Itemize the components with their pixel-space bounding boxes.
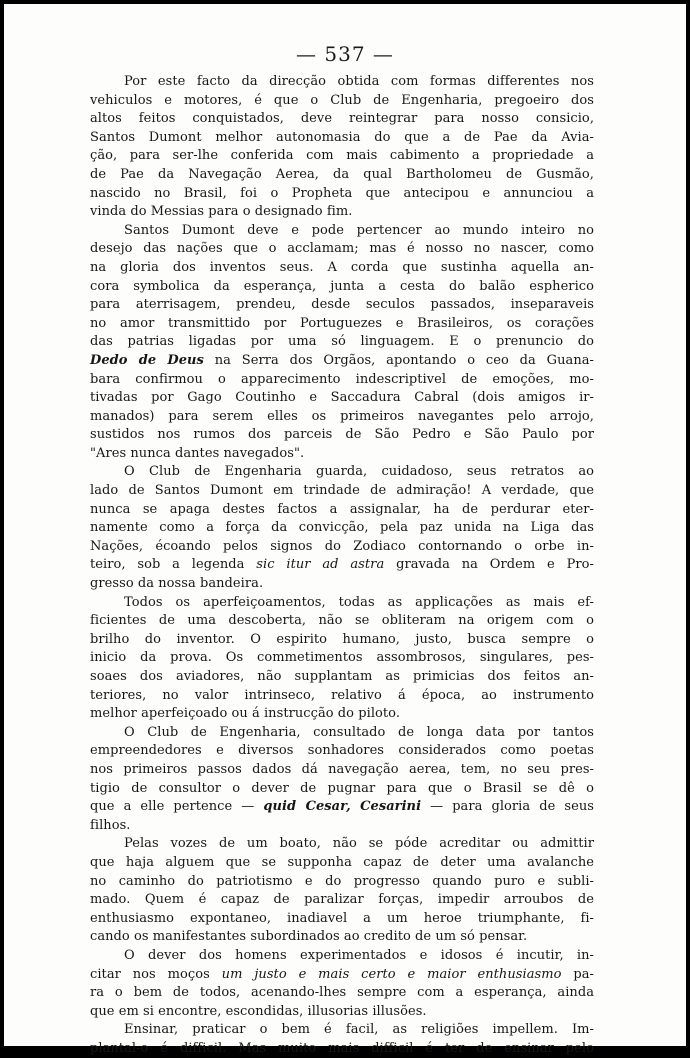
text-line: Todos os aperfeiçoamentos, todas as applicações as mais ef- [124, 594, 594, 610]
text-line: enthusiasmo expontaneo, inadiavel a um heroe triumphante, fi- [90, 910, 594, 926]
text-line: Nações, écoando pelos signos do Zodiaco contornando o orbe in- [90, 538, 594, 554]
text-line: ficientes de uma descoberta, não se obliteram na origem com o [90, 613, 594, 629]
text-line: bara confirmou o apparecimento indescriptivel de emoções, mo- [90, 371, 594, 387]
text-line: empreendedores e diversos sonhadores considerados como poetas [90, 743, 594, 759]
text-line: citar nos moços um justo e mais certo e maior enthusiasmo pa- [90, 966, 594, 982]
text-line: na gloria dos inventos seus. A corda que sustinha aquella an- [90, 259, 594, 275]
text-line: inicio da prova. Os commetimentos assombrosos, singulares, pes- [90, 650, 594, 666]
text-line: altos feitos conquistados, deve reintegrar para nosso consicio, [90, 111, 594, 127]
text-line: teriores, no valor intrinseco, relativo á época, ao instrumento [90, 687, 594, 703]
text-line: sustidos nos rumos dos parceis de São Pedro e São Paulo por [90, 427, 594, 443]
text-line: mado. Quem é capaz de paralizar forças, impedir arroubos de [90, 892, 594, 908]
document-page [4, 4, 686, 1056]
text-line: cora symbolica da esperança, junta a cesta do balão espherico [90, 278, 594, 294]
text-line: filhos. [90, 817, 131, 833]
text-line: gresso da nossa bandeira. [90, 576, 264, 592]
text-line: Santos Dumont deve e pode pertencer ao mundo inteiro no [124, 222, 594, 238]
text-line: O Club de Engenharia guarda, cuidadoso, seus retratos ao [124, 464, 594, 480]
text-line: tivadas por Gago Coutinho e Saccadura Cabral (dois amigos ir- [90, 390, 594, 406]
text-line: O dever dos homens experimentados e idosos é incutir, in- [124, 947, 594, 963]
text-line: que em si encontre, escondidas, illusorias illusões. [90, 1003, 427, 1019]
text-line: tigio de consultor o dever de pugnar para que o Brasil se dê o [90, 780, 594, 796]
text-line: brilho do inventor. O espirito humano, justo, busca sempre o [90, 631, 594, 647]
text-line: das patrias ligadas por uma só linguagem. E o prenuncio do [90, 334, 594, 350]
text-line: "Ares nunca dantes navegados". [90, 445, 305, 461]
text-line: Por este facto da direcção obtida com formas differentes nos [124, 74, 594, 89]
text-line: que a elle pertence — quid Cesar, Cesarini — para gloria de seus [90, 799, 594, 815]
text-line: no amor transmittido por Portuguezes e Brasileiros, os corações [90, 315, 594, 331]
text-line: de Pae da Navegação Aerea, da qual Bartholomeu de Gusmão, [90, 166, 594, 182]
text-line: para aterrisagem, prendeu, desde seculos passados, inseparaveis [90, 297, 594, 313]
text-line: Pelas vozes de um boato, não se póde acreditar ou admittir [124, 836, 594, 852]
text-line: Dedo de Deus na Serra dos Orgãos, apontando o ceo da Guana- [90, 352, 595, 368]
text-line: desejo das nações que o acclamam; mas é nosso no nascer, como [90, 241, 594, 257]
page-number: — 537 — [296, 42, 394, 66]
text-line: melhor aperfeiçoado ou á instrucção do piloto. [90, 706, 401, 722]
text-line: ra o bem de todos, acenando-lhes sempre com a esperança, ainda [90, 985, 594, 1001]
text-line: O Club de Engenharia, consultado de longa data por tantos [124, 724, 594, 740]
text-line: plantal-o é difficil. Mas muito mais difficil é ter de ensinar pelo [90, 1040, 594, 1056]
text-line: teiro, sob a legenda sic itur ad astra gravada na Ordem e Pro- [90, 557, 594, 573]
text-line: que haja alguem que se supponha capaz de deter uma avalanche [90, 854, 594, 870]
text-line: lado de Santos Dumont em trindade de admiração! A verdade, que [90, 483, 594, 499]
text-line: soaes dos aviadores, não supplantam as primicias dos feitos an- [90, 669, 594, 684]
text-line: namente como a força da convicção, pela paz unida na Liga das [90, 520, 594, 536]
text-line: no caminho do patriotismo e do progresso quando puro e subli- [90, 873, 594, 889]
text-line: vinda do Messias para o designado fim. [90, 204, 353, 220]
text-line: nascido no Brasil, foi o Propheta que antecipou e annunciou a [90, 185, 594, 201]
text-line: manados) para serem elles os primeiros navegantes pelo arrojo, [90, 408, 594, 424]
text-line: cando os manifestantes subordinados ao credito de um só pensar. [90, 929, 528, 945]
text-line: Ensinar, praticar o bem é facil, as religiões impellem. Im- [124, 1022, 594, 1038]
text-line: nos primeiros passos dados dá navegação aerea, tem, no seu pres- [90, 761, 594, 777]
text-line: nunca se apaga destes factos a assignalar, ha de perdurar eter- [90, 501, 594, 517]
text-line: ção, para ser-lhe conferida com mais cabimento a propriedade a [90, 148, 594, 164]
body-text [90, 73, 594, 1058]
text-line: vehiculos e motores, é que o Club de Engenharia, pregoeiro dos [90, 92, 594, 108]
text-line: Santos Dumont melhor autonomasia do que a de Pae da Avia- [90, 129, 594, 145]
